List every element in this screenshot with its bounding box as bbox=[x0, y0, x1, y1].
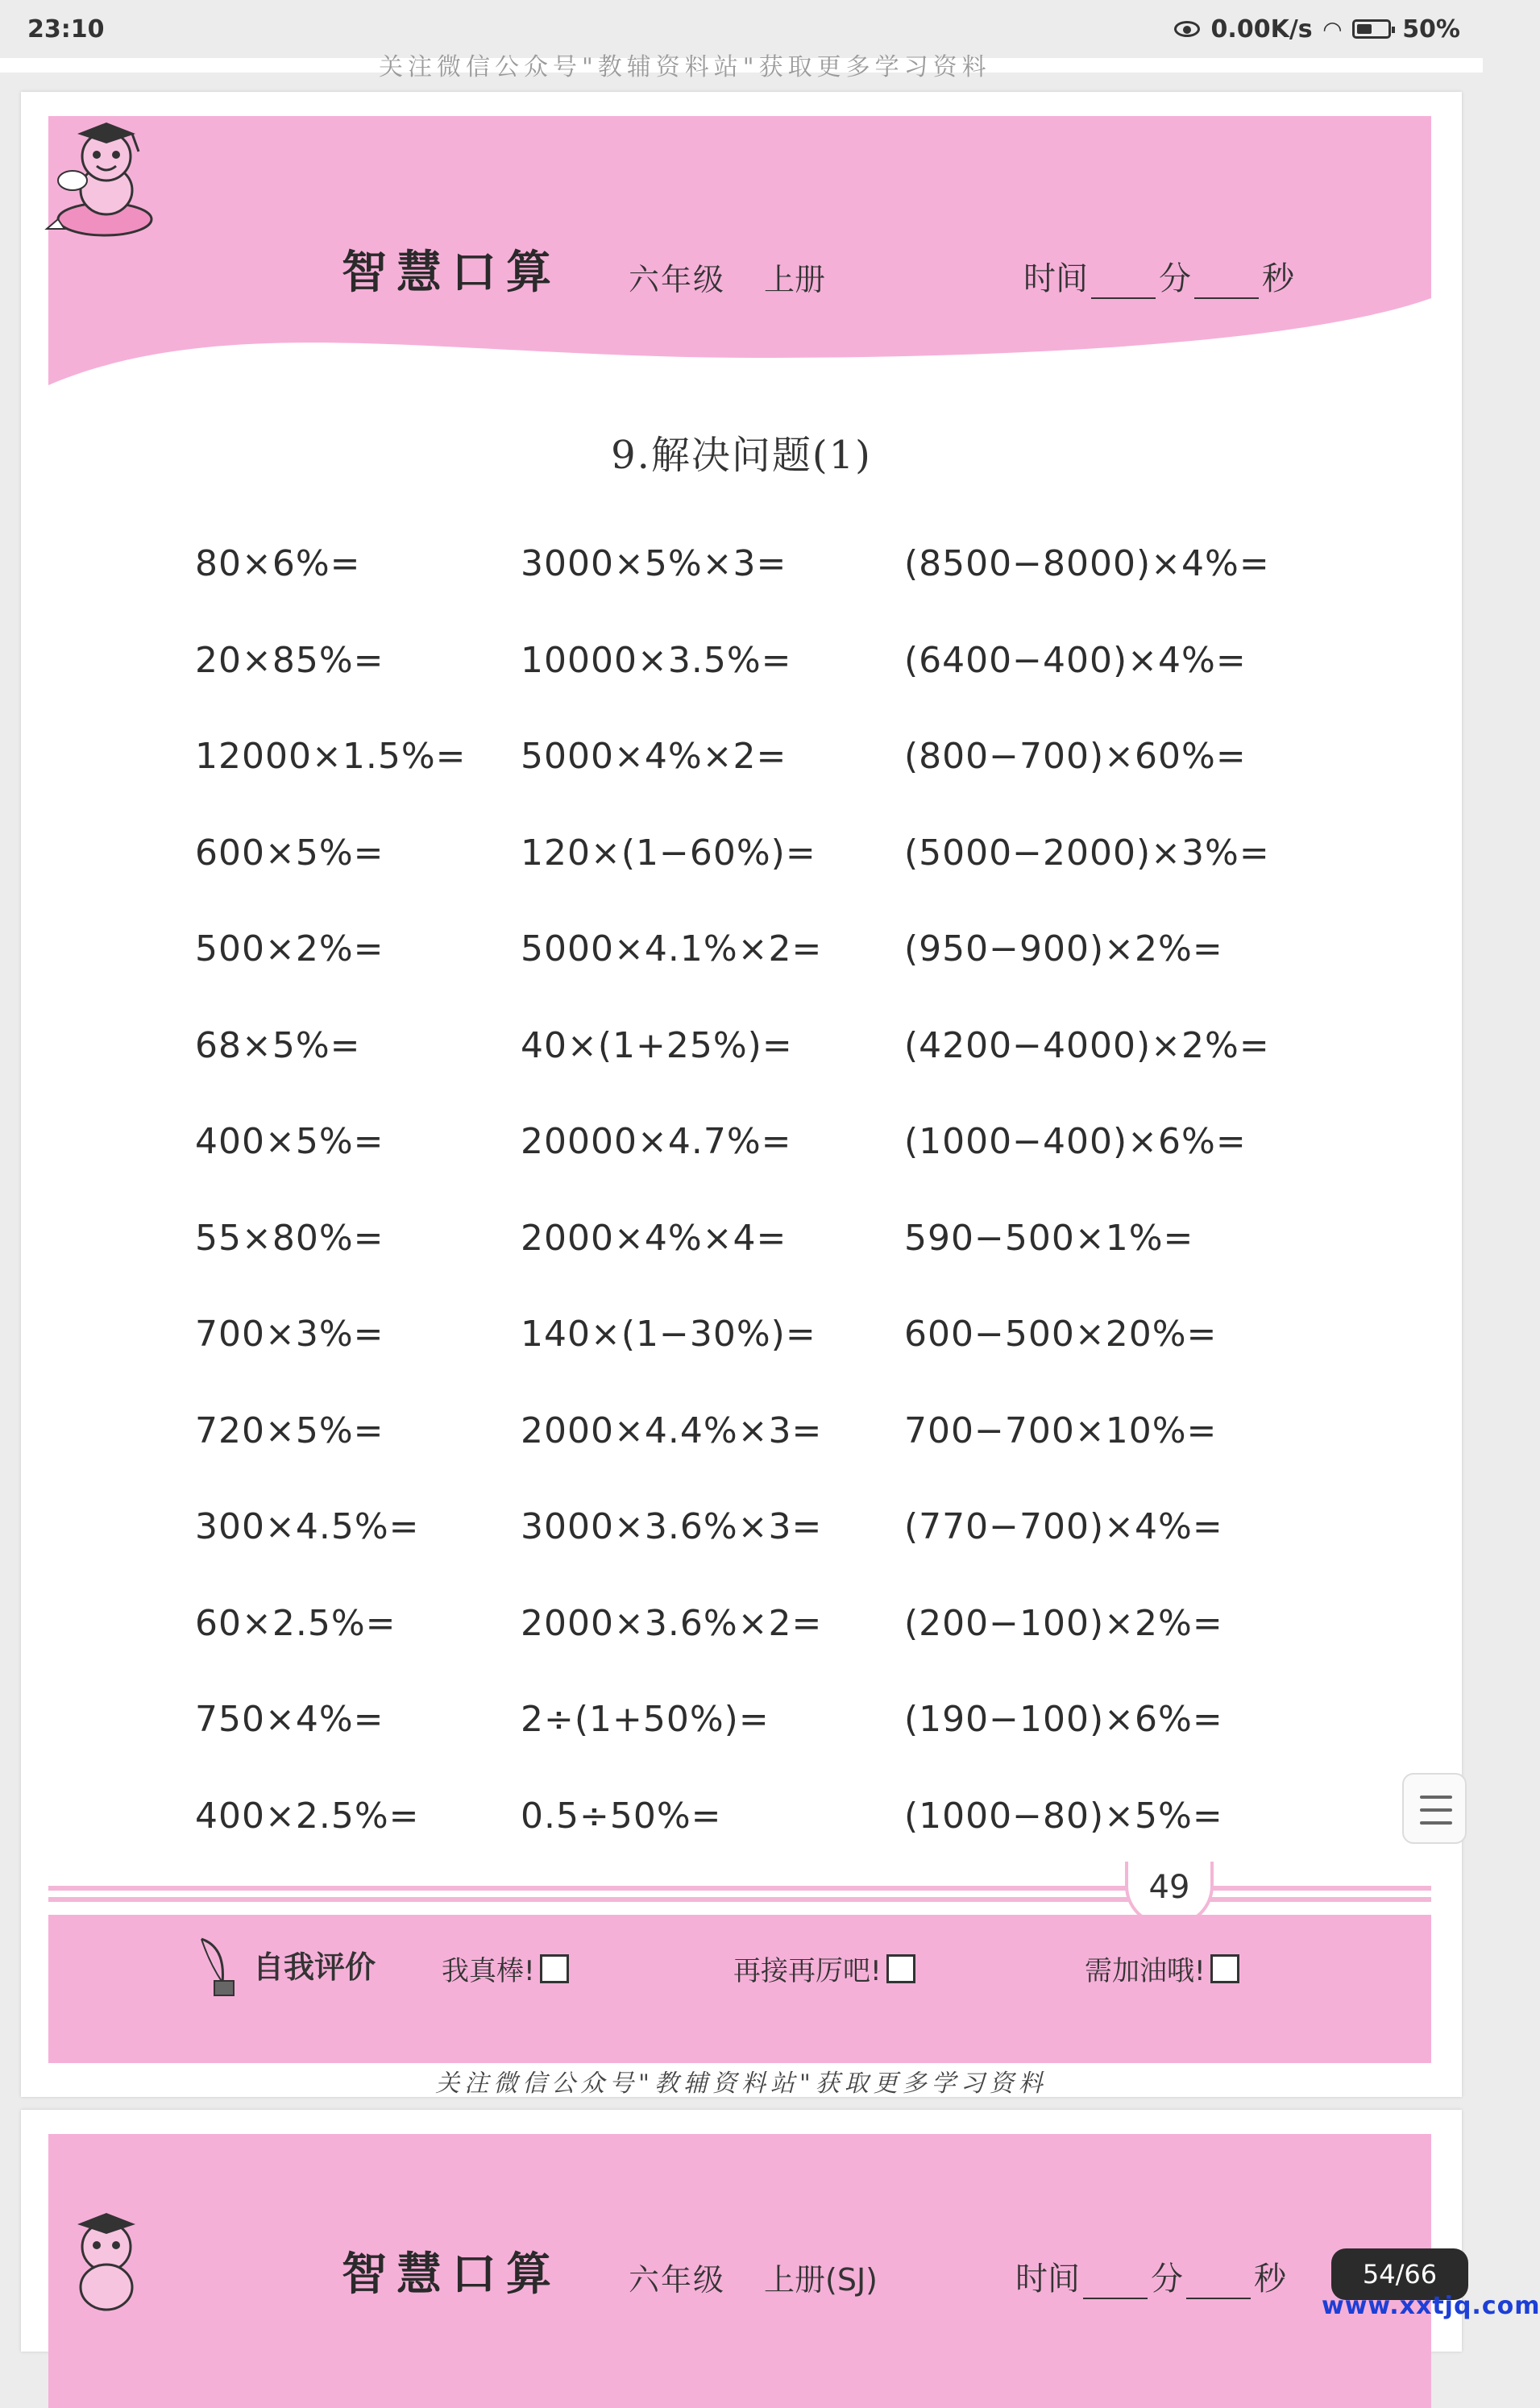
page-number: 49 bbox=[1125, 1862, 1214, 1926]
problem-item: 2000×4.4%×3= bbox=[521, 1410, 823, 1451]
previous-page-promo: 关注微信公众号"教辅资料站"获取更多学习资料 bbox=[379, 53, 991, 81]
problem-item: 590−500×1%= bbox=[904, 1217, 1194, 1259]
problem-item: 120×(1−60%)= bbox=[521, 832, 816, 874]
site-watermark: www.xxtjq.com bbox=[1322, 2292, 1540, 2320]
problem-row bbox=[195, 543, 1364, 640]
problem-item: 20×85%= bbox=[195, 639, 384, 681]
page-header-next bbox=[48, 2134, 1431, 2408]
problem-item: 68×5%= bbox=[195, 1024, 361, 1066]
brand-title-next: 智慧口算 bbox=[342, 2248, 561, 2301]
battery-icon bbox=[1352, 19, 1391, 39]
self-evaluation-bar bbox=[48, 1915, 1431, 2063]
problem-item: 3000×3.6%×3= bbox=[521, 1506, 823, 1547]
minutes-label: 分 bbox=[1159, 260, 1191, 297]
problem-row bbox=[195, 1506, 1364, 1603]
page-counter: 54/66 bbox=[1331, 2248, 1468, 2300]
rating-needs-effort-label: 需加油哦! bbox=[1085, 1955, 1206, 1987]
page-header bbox=[48, 116, 1431, 390]
problem-row bbox=[195, 1699, 1364, 1796]
grade-label: 六年级 bbox=[629, 262, 726, 297]
timer-field-next bbox=[1015, 2253, 1286, 2299]
problem-item: 80×6%= bbox=[195, 543, 361, 584]
network-speed: 0.00K/s bbox=[1210, 15, 1313, 44]
seconds-label: 秒 bbox=[1262, 260, 1294, 297]
timer-field bbox=[1023, 253, 1294, 299]
problem-item: 300×4.5%= bbox=[195, 1506, 420, 1547]
rating-keep-going[interactable] bbox=[733, 1949, 915, 1988]
footer-divider bbox=[48, 1881, 1431, 1913]
volume-label-next: 上册(SJ) bbox=[764, 2262, 878, 2298]
problem-row bbox=[195, 640, 1364, 737]
status-time: 23:10 bbox=[27, 15, 105, 44]
problem-item: 2000×4%×4= bbox=[521, 1217, 787, 1259]
problem-row bbox=[195, 1410, 1364, 1507]
rating-great-checkbox[interactable] bbox=[540, 1954, 569, 1983]
problem-item: 400×5%= bbox=[195, 1121, 384, 1162]
problem-item: 750×4%= bbox=[195, 1699, 384, 1740]
problem-item: 400×2.5%= bbox=[195, 1795, 420, 1837]
rating-keep-going-label: 再接再厉吧! bbox=[733, 1955, 882, 1987]
rating-needs-effort[interactable] bbox=[1085, 1949, 1239, 1988]
seconds-blank bbox=[1194, 268, 1259, 299]
bee-mascot-icon-next bbox=[48, 2207, 161, 2335]
minutes-blank-next bbox=[1083, 2269, 1148, 2299]
problem-item: (950−900)×2%= bbox=[904, 928, 1223, 969]
document-page[interactable] bbox=[21, 92, 1462, 2097]
problem-item: 10000×3.5%= bbox=[521, 639, 792, 681]
problem-row bbox=[195, 1314, 1364, 1410]
problem-item: (190−100)×6%= bbox=[904, 1699, 1223, 1740]
brand-title: 智慧口算 bbox=[342, 247, 561, 299]
minutes-label-next: 分 bbox=[1151, 2261, 1183, 2298]
problem-item: 600−500×20%= bbox=[904, 1314, 1218, 1355]
rating-great-label: 我真棒! bbox=[442, 1955, 535, 1987]
problem-row bbox=[195, 928, 1364, 1025]
wifi-icon: ◠ bbox=[1323, 15, 1342, 43]
self-eval-label: 自我评价 bbox=[253, 1949, 376, 1985]
quill-icon bbox=[193, 1931, 242, 2003]
volume-label: 上册 bbox=[764, 262, 826, 297]
problem-item: 5000×4.1%×2= bbox=[521, 928, 823, 969]
rating-needs-effort-checkbox[interactable] bbox=[1210, 1954, 1239, 1983]
problem-item: (200−100)×2%= bbox=[904, 1602, 1223, 1644]
seconds-label-next: 秒 bbox=[1254, 2261, 1286, 2298]
rating-keep-going-checkbox[interactable] bbox=[886, 1954, 915, 1983]
problem-item: 700×3%= bbox=[195, 1314, 384, 1355]
problem-item: (770−700)×4%= bbox=[904, 1506, 1223, 1547]
seconds-blank-next bbox=[1186, 2269, 1251, 2299]
problem-item: (5000−2000)×3%= bbox=[904, 832, 1270, 874]
problem-row bbox=[195, 1121, 1364, 1218]
problem-row bbox=[195, 1603, 1364, 1700]
eye-icon bbox=[1174, 21, 1200, 37]
problem-item: 500×2%= bbox=[195, 928, 384, 969]
previous-page-edge bbox=[0, 53, 1483, 81]
promo-text: 关注微信公众号"教辅资料站"获取更多学习资料 bbox=[435, 2070, 1048, 2098]
problem-item: 55×80%= bbox=[195, 1217, 384, 1259]
rating-great[interactable] bbox=[442, 1949, 569, 1988]
timer-label-next: 时间 bbox=[1015, 2261, 1080, 2298]
problem-item: 600×5%= bbox=[195, 832, 384, 874]
problem-item: 0.5÷50%= bbox=[521, 1795, 722, 1837]
problem-row bbox=[195, 832, 1364, 929]
problem-item: (800−700)×60%= bbox=[904, 736, 1247, 777]
problem-item: 2000×3.6%×2= bbox=[521, 1602, 823, 1644]
problem-item: 12000×1.5%= bbox=[195, 736, 467, 777]
problem-item: 2÷(1+50%)= bbox=[521, 1699, 770, 1740]
menu-button[interactable] bbox=[1402, 1773, 1467, 1844]
problem-row bbox=[195, 736, 1364, 832]
problem-item: 140×(1−30%)= bbox=[521, 1314, 816, 1355]
page-title: 9.解决问题(1) bbox=[611, 433, 872, 478]
minutes-blank bbox=[1091, 268, 1156, 299]
problem-item: 20000×4.7%= bbox=[521, 1121, 792, 1162]
battery-level: 50% bbox=[1402, 15, 1460, 44]
problem-item: 40×(1+25%)= bbox=[521, 1024, 793, 1066]
problem-item: 5000×4%×2= bbox=[521, 736, 787, 777]
problem-item: 3000×5%×3= bbox=[521, 543, 787, 584]
timer-label: 时间 bbox=[1023, 260, 1088, 297]
bee-mascot-icon bbox=[48, 116, 161, 245]
problem-item: 60×2.5%= bbox=[195, 1602, 396, 1644]
problem-item: (8500−8000)×4%= bbox=[904, 543, 1270, 584]
problem-row bbox=[195, 1025, 1364, 1122]
problem-item: (1000−400)×6%= bbox=[904, 1121, 1247, 1162]
document-page-next[interactable] bbox=[21, 2110, 1462, 2352]
problem-item: (6400−400)×4%= bbox=[904, 639, 1247, 681]
problem-item: 720×5%= bbox=[195, 1410, 384, 1451]
problem-item: (1000−80)×5%= bbox=[904, 1795, 1223, 1837]
problem-grid bbox=[195, 543, 1364, 1891]
problem-row bbox=[195, 1218, 1364, 1314]
problem-item: 700−700×10%= bbox=[904, 1410, 1218, 1451]
problem-item: (4200−4000)×2%= bbox=[904, 1024, 1270, 1066]
grade-label-next: 六年级 bbox=[629, 2262, 726, 2298]
